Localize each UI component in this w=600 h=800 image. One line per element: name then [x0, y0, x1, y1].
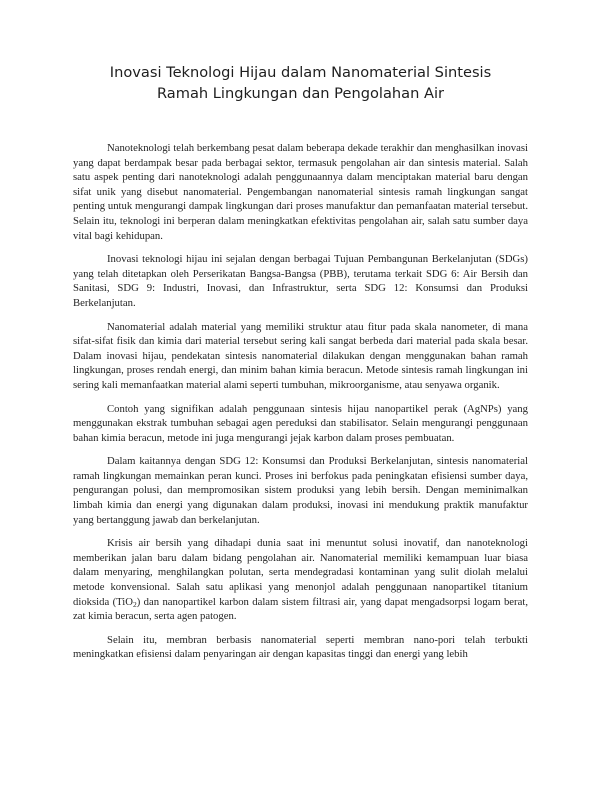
- paragraph-sdgs: Inovasi teknologi hijau ini sejalan dengan berbagai Tujuan Pembangunan Berkelanjutan (SDGs) yang telah ditetapkan oleh Perserikatan Bangsa-Bangsa (PBB), terutama terkait SDG 6: Air Bersih dan Sanitasi, SDG 9: Industri, Inovasi, dan Infrastruktur, serta SDG 12: Konsumsi dan Produksi Berkelanjutan.: [73, 253, 528, 309]
- paragraph-water-crisis-text-after: ) dan nanopartikel karbon dalam sistem filtrasi air, yang dapat mengadsorpsi logam berat, zat kimia beracun, serta agen patogen.: [73, 595, 528, 623]
- paragraph-water-crisis: [73, 536, 528, 624]
- paragraph-nanomaterial-definition: Nanomaterial adalah material yang memiliki struktur atau fitur pada skala nanometer, di mana sifat-sifat fisik dan kimia dari material tersebut sering kali sangat berbeda dari material pada skala besar. Dalam inovasi hijau, pendekatan sintesis nanomaterial dilakukan dengan menggunakan bahan ramah lingkungan, proses rendah energi, dan minim bahan kimia beracun. Metode sintesis ramah lingkungan ini sering kali memanfaatkan material alami seperti tumbuhan, mikroorganisme, atau senyawa organik.: [73, 320, 528, 391]
- subscript-two: 2: [132, 599, 137, 609]
- paragraph-nanopore-membrane: Selain itu, membran berbasis nanomaterial seperti membran nano-pori telah terbukti meningkatkan efisiensi dalam penyaringan air dengan kapasitas tinggi dan energi yang lebih: [73, 633, 528, 661]
- paragraph-nanotechnology-intro: Nanoteknologi telah berkembang pesat dalam beberapa dekade terakhir dan menghasilkan inovasi yang dapat berdampak besar pada berbagai sektor, termasuk pengolahan air dan sintesis material. Salah satu aspek penting dari nanoteknologi adalah penggunaannya dalam menciptakan material baru dengan sifat unik yang disebut nanomaterial. Pengembangan nanomaterial sintesis ramah lingkungan sangat penting untuk mengurangi dampak lingkungan dari proses manufaktur dan pemanfaatan material tersebut. Selain itu, teknologi ini berperan dalam meningkatkan efektivitas pengolahan air, salah satu sumber daya vital bagi kehidupan.: [73, 142, 528, 242]
- document-page: [73, 62, 528, 671]
- document-title: Inovasi Teknologi Hijau dalam Nanomaterial Sintesis Ramah Lingkungan dan Pengolahan Air: [109, 64, 492, 102]
- paragraph-water-crisis-text-before: Krisis air bersih yang dihadapi dunia saat ini menuntut solusi inovatif, dan nanoteknologi memberikan jalan baru dalam bidang pengolahan air. Nanomaterial memiliki kemampuan luar biasa dalam menyaring, menghilangkan polutan, serta mendegradasi kontaminan yang sulit diolah melalui metode konvensional. Salah satu aplikasi yang menonjol adalah penggunaan nanopartikel titanium dioksida (TiO: [73, 537, 528, 608]
- paragraph-silver-nanoparticles: Contoh yang signifikan adalah penggunaan sintesis hijau nanopartikel perak (AgNPs) yang menggunakan ekstrak tumbuhan sebagai agen pereduksi dan stabilisator. Selain mengurangi penggunaan bahan kimia beracun, metode ini juga mengurangi jejak karbon dalam proses pembuatan.: [73, 402, 528, 444]
- paragraph-sdg12: Dalam kaitannya dengan SDG 12: Konsumsi dan Produksi Berkelanjutan, sintesis nanomaterial ramah lingkungan memainkan peran kunci. Proses ini berfokus pada peningkatan efisiensi sumber daya, pengurangan polusi, dan mempromosikan sistem produksi yang lebih bersih. Dengan meminimalkan limbah kimia dan energi yang digunakan dalam produksi, inovasi ini mendukung praktik manufaktur yang bertanggung jawab dan berkelanjutan.: [73, 455, 528, 526]
